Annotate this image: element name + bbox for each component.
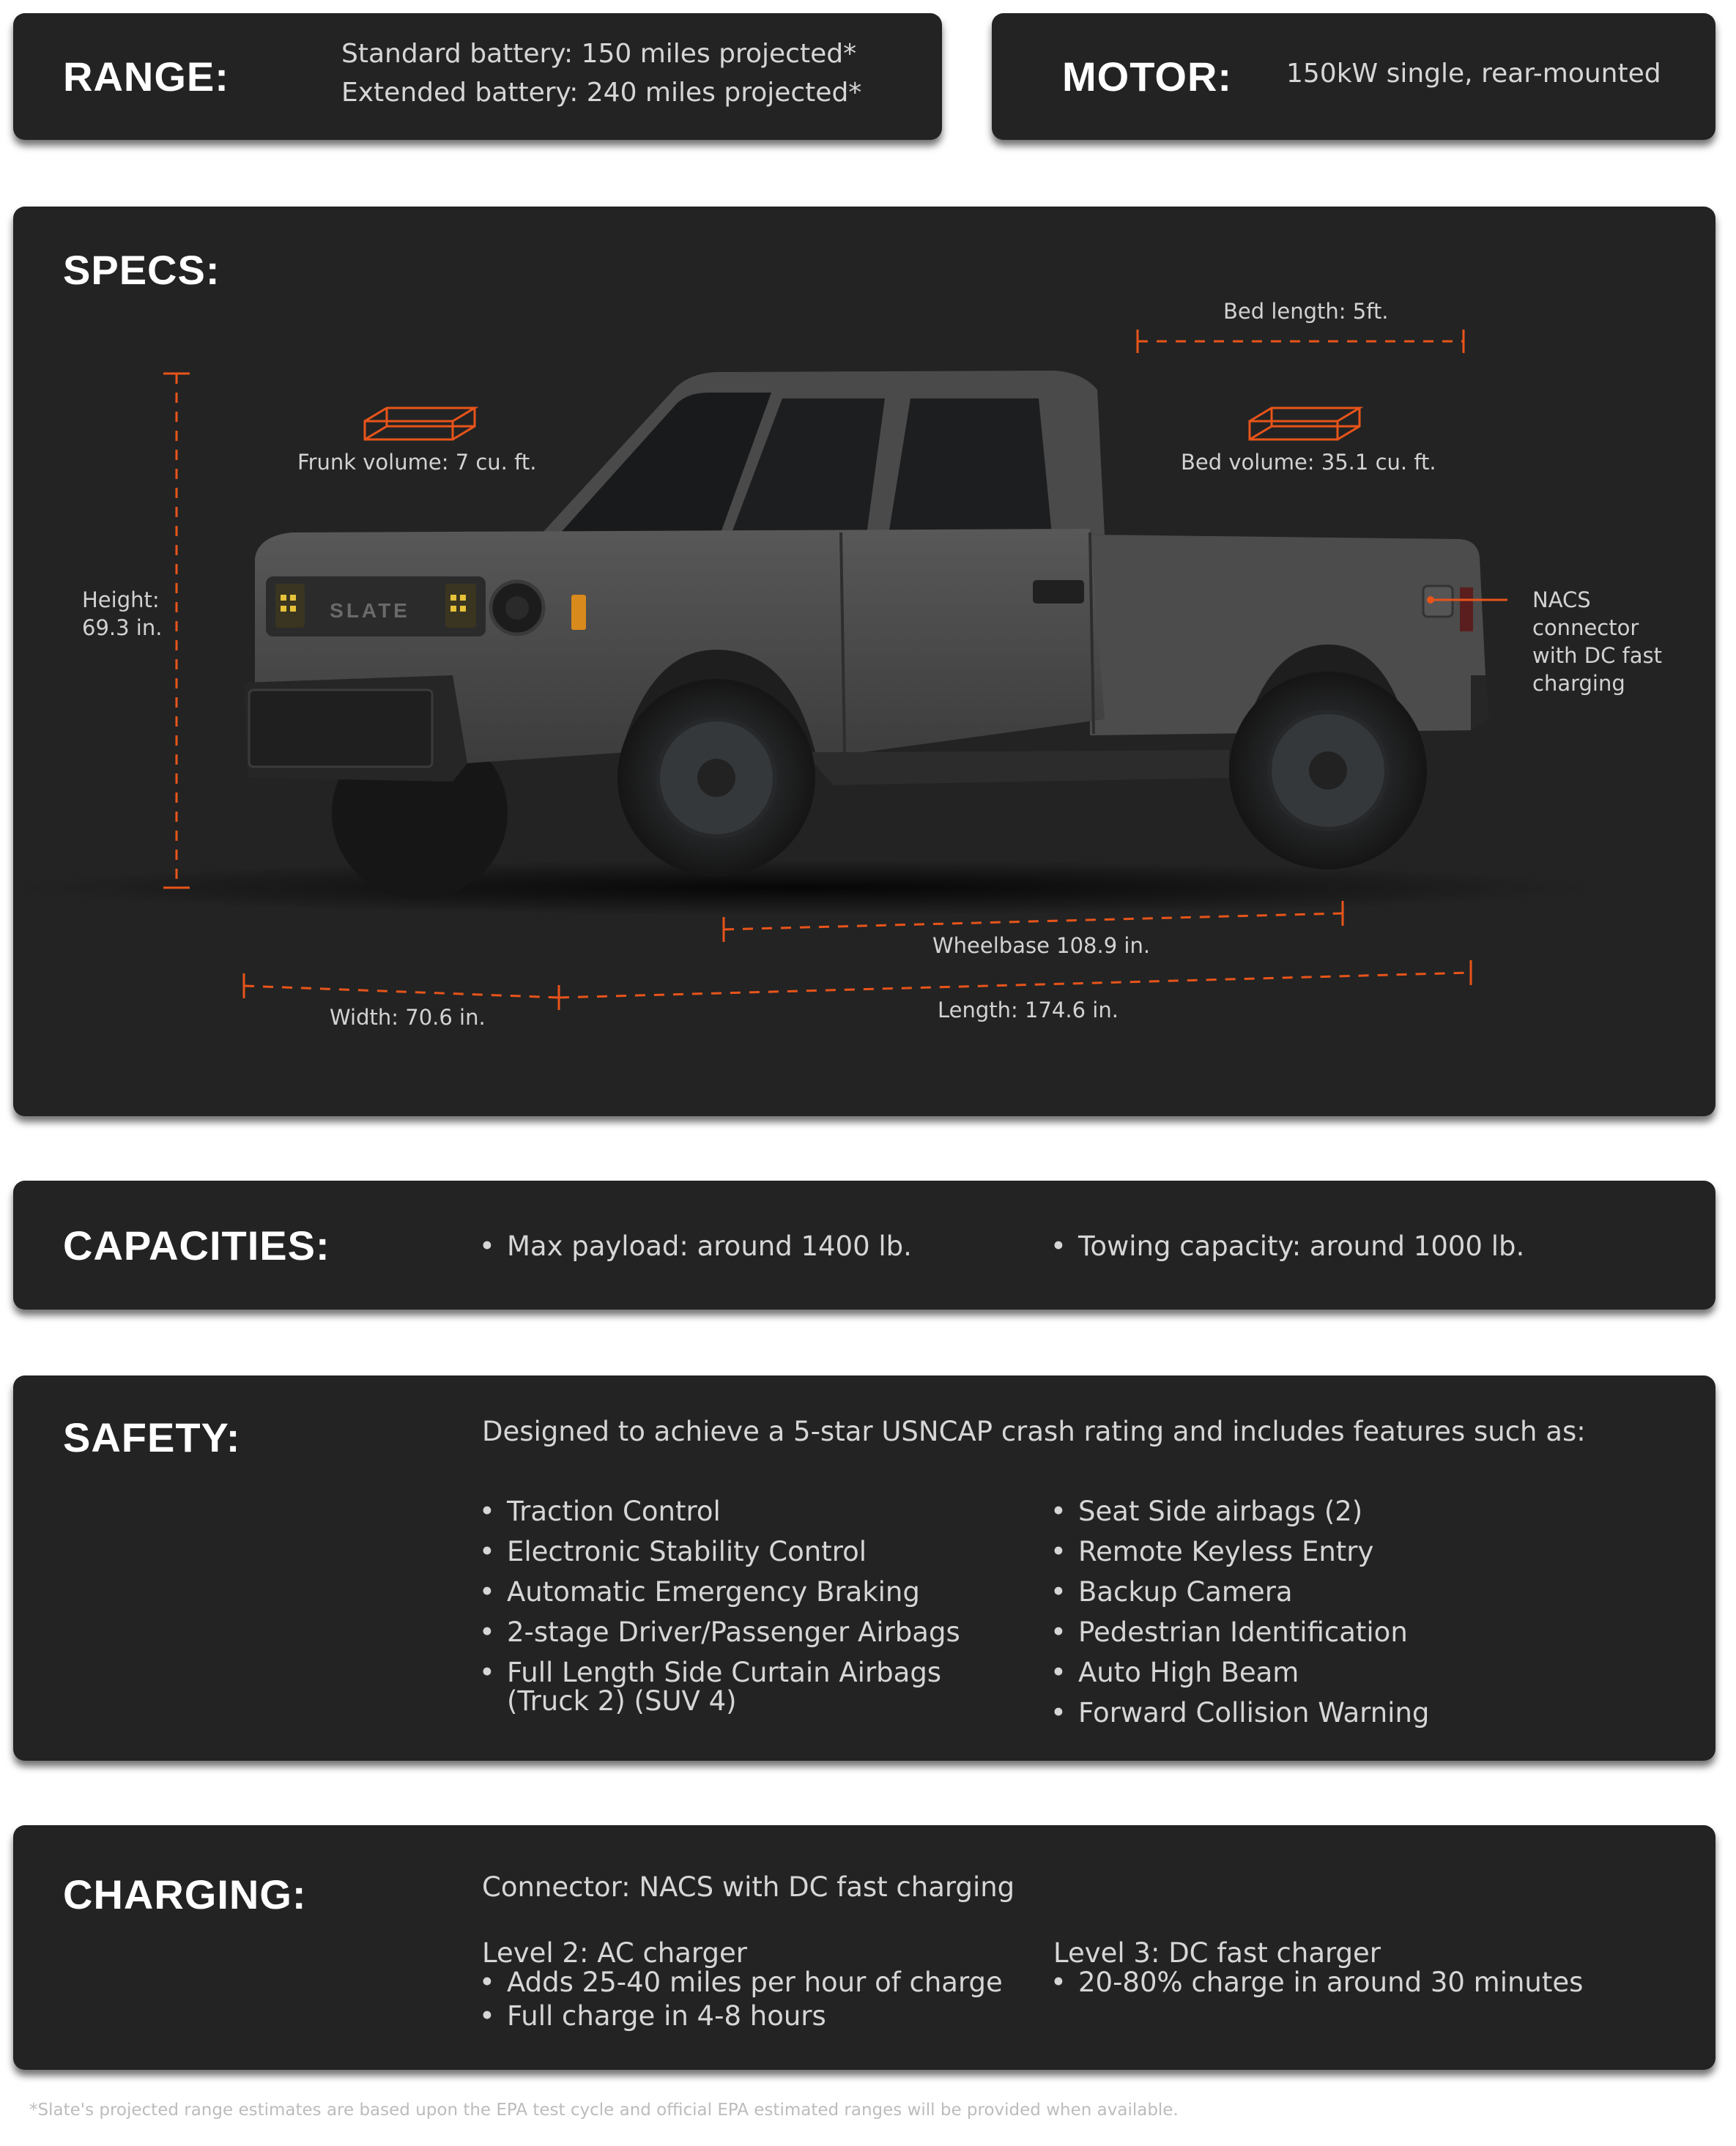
tail-light <box>1460 587 1473 631</box>
grille-badge: SLATE <box>330 599 410 622</box>
range-standard: Standard battery: 150 miles projected* <box>341 39 857 69</box>
safety-item: • Pedestrian Identification <box>1050 1612 1429 1652</box>
side-marker <box>571 595 586 630</box>
capacities-title: CAPACITIES: <box>63 1222 330 1269</box>
side-window-rear <box>889 398 1052 535</box>
charging-level2-item: • Full charge in 4-8 hours <box>479 2000 1003 2033</box>
safety-intro: Designed to achieve a 5-star USNCAP crash rating and includes features such as: <box>482 1416 1586 1447</box>
motor-title: MOTOR: <box>1062 53 1233 100</box>
safety-item: • Forward Collision Warning <box>1050 1693 1429 1733</box>
capacity-towing: • Towing capacity: around 1000 lb. <box>1050 1226 1524 1266</box>
charging-level2-item: • Adds 25-40 miles per hour of charge <box>479 1966 1003 2000</box>
ground-shadow <box>13 860 1595 916</box>
capacities-list-left <box>479 1226 912 1266</box>
width-dimension <box>244 986 559 998</box>
footnote: *Slate's projected range estimates are based upon the EPA test cycle and official EPA estimated ranges will be provided when available. <box>29 2101 1179 2120</box>
nacs-label-line2: connector <box>1532 615 1639 640</box>
safety-item: • Seat Side airbags (2) <box>1050 1491 1429 1531</box>
truck-illustration <box>13 207 1715 1116</box>
frunk-box-icon <box>365 408 475 439</box>
safety-item: • Backup Camera <box>1050 1572 1429 1612</box>
frunk-volume-label: Frunk volume: 7 cu. ft. <box>297 450 537 475</box>
charging-title: CHARGING: <box>63 1871 307 1917</box>
specs-card <box>13 207 1715 1116</box>
safety-title: SAFETY: <box>63 1414 241 1460</box>
charging-connector: Connector: NACS with DC fast charging <box>482 1871 1015 1903</box>
bed-length-label: Bed length: 5ft. <box>1223 299 1389 324</box>
safety-item: • Full Length Side Curtain Airbags <box>479 1652 960 1693</box>
charging-level2-list <box>479 1966 1003 2033</box>
charging-card <box>13 1825 1715 2070</box>
nacs-label-line4: charging <box>1532 671 1625 696</box>
charging-level3-list <box>1050 1966 1583 2000</box>
nacs-label-line3: with DC fast <box>1532 643 1663 668</box>
safety-list-right <box>1050 1491 1429 1733</box>
charging-level3-item: • 20-80% charge in around 30 minutes <box>1050 1966 1583 2000</box>
safety-item: • Electronic Stability Control <box>479 1531 960 1572</box>
height-label-line1: Height: <box>82 587 160 612</box>
motor-value: 150kW single, rear-mounted <box>1286 59 1661 89</box>
safety-card <box>13 1375 1715 1761</box>
motor-card <box>992 13 1715 140</box>
width-label: Width: 70.6 in. <box>330 1005 486 1030</box>
specs-title: SPECS: <box>63 247 220 293</box>
wheelbase-label: Wheelbase 108.9 in. <box>932 933 1151 958</box>
height-label-line2: 69.3 in. <box>82 615 163 640</box>
safety-item: • Remote Keyless Entry <box>1050 1531 1429 1572</box>
bed-volume-label: Bed volume: 35.1 cu. ft. <box>1181 450 1436 475</box>
charging-level3-title: Level 3: DC fast charger <box>1053 1937 1381 1969</box>
length-dimension <box>559 973 1471 998</box>
safety-item: • Automatic Emergency Braking <box>479 1572 960 1612</box>
safety-item: • 2-stage Driver/Passenger Airbags <box>479 1612 960 1652</box>
safety-item: • Traction Control <box>479 1491 960 1531</box>
capacities-list-right <box>1050 1226 1524 1266</box>
bed-box-icon <box>1250 408 1360 439</box>
capacity-payload: • Max payload: around 1400 lb. <box>479 1226 912 1266</box>
nacs-label-line1: NACS <box>1532 587 1591 612</box>
door-handle <box>1033 580 1084 604</box>
capacities-card <box>13 1181 1715 1310</box>
range-extended: Extended battery: 240 miles projected* <box>341 78 862 108</box>
length-label: Length: 174.6 in. <box>938 998 1119 1022</box>
wheelbase-dimension <box>724 913 1343 929</box>
safety-item-continuation: (Truck 2) (SUV 4) <box>507 1685 737 1717</box>
safety-item: • Auto High Beam <box>1050 1652 1429 1693</box>
charging-level2-title: Level 2: AC charger <box>482 1937 747 1969</box>
range-title: RANGE: <box>63 53 229 100</box>
safety-list-left <box>479 1491 960 1693</box>
range-card <box>13 13 942 140</box>
